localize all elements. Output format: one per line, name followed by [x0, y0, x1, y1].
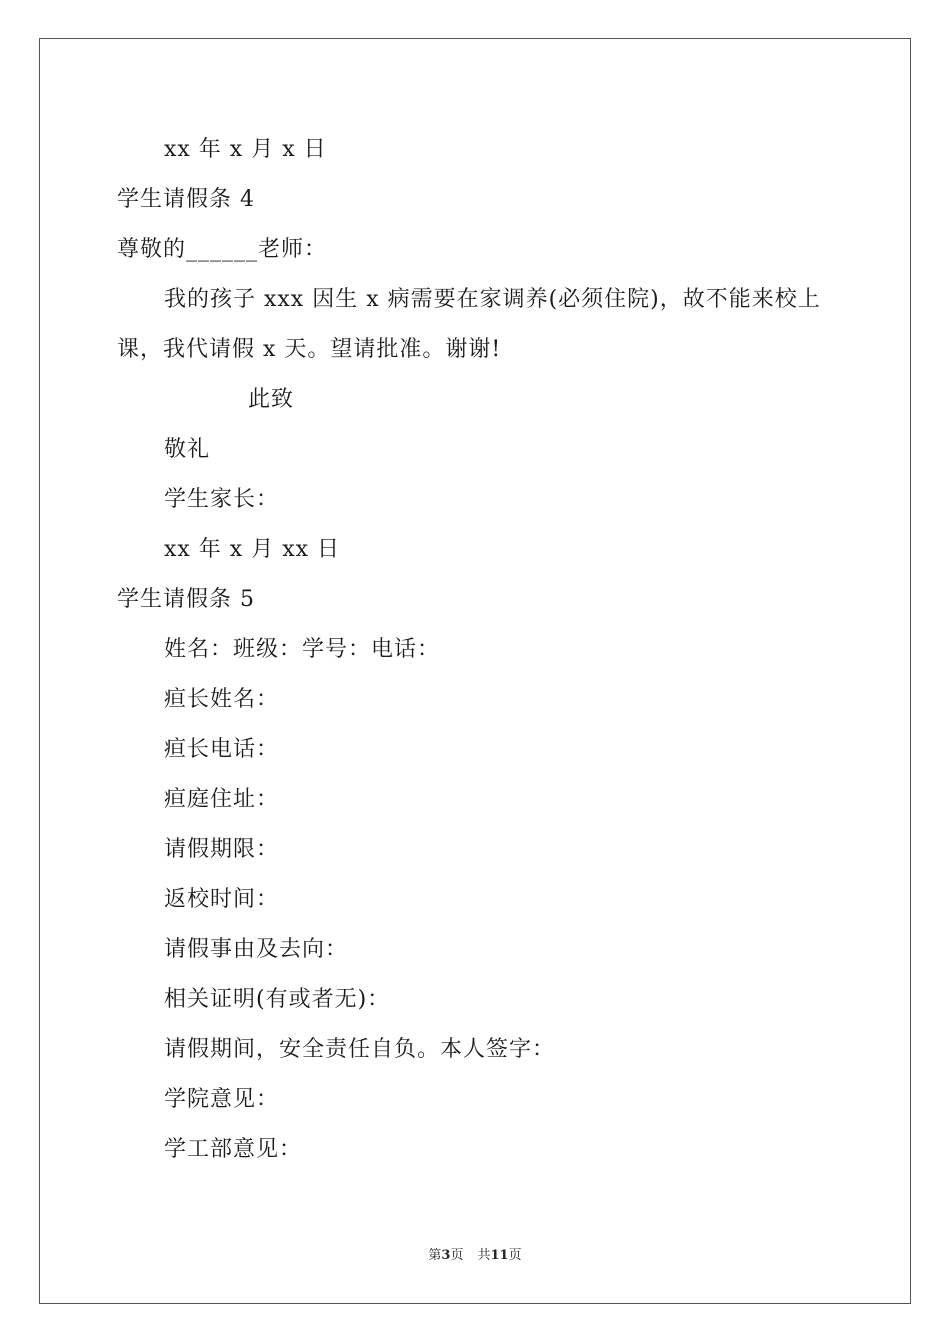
section-title-5: 学生请假条 5 [117, 587, 255, 612]
date-line-1: xx 年 x 月 x 日 [164, 137, 327, 162]
form-field-basic-info: 姓名：班级：学号：电话： [164, 637, 441, 662]
body-line-2: 课，我代请假 x 天。望请批准。谢谢! [117, 337, 502, 362]
form-field-college-opinion: 学院意见： [164, 1087, 280, 1112]
closing-cizhi: 此致 [248, 387, 295, 412]
body-line-1: 我的孩子 xxx 因生 x 病需要在家调养(必须住院)，故不能来校上 [164, 287, 821, 312]
form-field-student-affairs-opinion: 学工部意见： [164, 1137, 303, 1162]
form-field-safety-signature: 请假期间，安全责任自负。本人签字： [164, 1037, 556, 1062]
footer-total-prefix: 共 [477, 1248, 491, 1263]
form-field-parent-name: 疸长姓名： [164, 687, 280, 712]
footer-page-suffix: 页 [450, 1248, 464, 1263]
closing-jingli: 敬礼 [164, 437, 211, 462]
footer-total-number: 11 [490, 1248, 509, 1263]
page-footer [0, 1247, 950, 1265]
page-border [39, 38, 911, 1304]
form-field-leave-period: 请假期限： [164, 837, 280, 862]
form-field-parent-phone: 疸长电话： [164, 737, 280, 762]
footer-page-prefix: 第 [428, 1248, 442, 1263]
form-field-home-address: 疸庭住址： [164, 787, 280, 812]
footer-page-number: 3 [441, 1248, 451, 1263]
form-field-reason: 请假事由及去向： [164, 937, 349, 962]
footer-total-suffix: 页 [508, 1248, 522, 1263]
form-field-return-time: 返校时间： [164, 887, 280, 912]
parent-signature: 学生家长： [164, 487, 280, 512]
form-field-proof: 相关证明(有或者无)： [164, 987, 391, 1012]
date-line-2: xx 年 x 月 xx 日 [164, 537, 341, 562]
salutation: 尊敬的______老师： [117, 237, 328, 262]
section-title-4: 学生请假条 4 [117, 187, 255, 212]
